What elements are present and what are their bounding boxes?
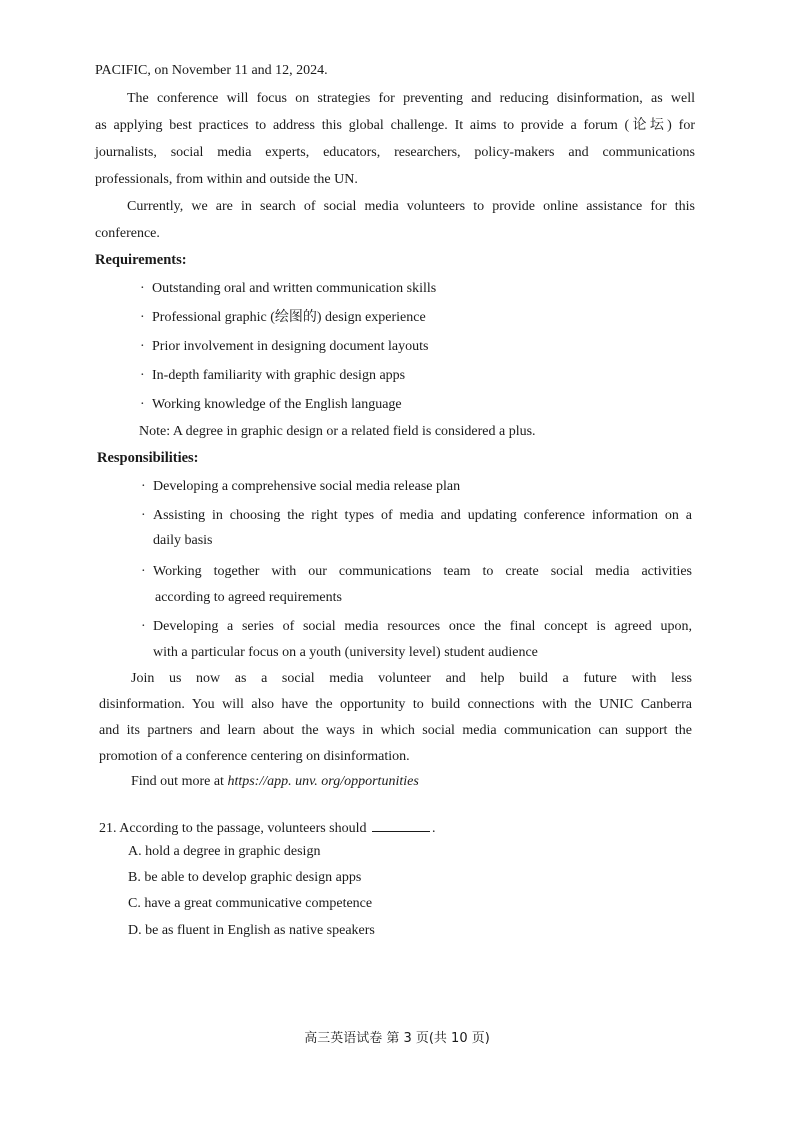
- page-footer: 高三英语试卷 第 3 页(共 10 页): [304, 1031, 490, 1046]
- responsibility-text: Developing a comprehensive social media release plan: [153, 479, 461, 494]
- requirement-text: Professional graphic (绘图的) design experience: [152, 310, 426, 325]
- requirement-item: · In-depth familiarity with graphic design apps: [140, 368, 406, 383]
- find-out-prefix: Find out more at: [131, 774, 224, 789]
- para1-line-1: The conference will focus on strategies for preventing and reducing disinformation, as well: [127, 91, 695, 106]
- opportunities-link[interactable]: https://app. unv. org/opportunities: [227, 774, 419, 789]
- para1-line-3: journalists, social media experts, educators, researchers, policy-makers and communications: [95, 145, 695, 160]
- responsibility-continuation: daily basis: [153, 533, 213, 548]
- responsibility-text: Developing a series of social media resources once the final concept is agreed upon,: [153, 619, 692, 634]
- find-out-line: [131, 775, 419, 789]
- option-a[interactable]: A. hold a degree in graphic design: [128, 844, 321, 859]
- option-b[interactable]: B. be able to develop graphic design apps: [128, 870, 362, 885]
- requirement-text: Working knowledge of the English language: [152, 397, 402, 412]
- para2-line-2: conference.: [95, 226, 160, 241]
- responsibility-continuation: with a particular focus on a youth (university level) student audience: [153, 645, 538, 660]
- answer-blank: [372, 819, 430, 832]
- responsibility-item: · Working together with our communications team to create social media activities: [141, 564, 692, 579]
- para3-line-2: disinformation. You will also have the opportunity to build connections with the UNIC Canberra: [99, 697, 692, 712]
- para2-line-1: Currently, we are in search of social media volunteers to provide online assistance for this: [127, 199, 695, 214]
- para3-line-3: and its partners and learn about the ways in which social media communication can support the: [99, 723, 692, 738]
- responsibility-continuation: according to agreed requirements: [155, 590, 342, 605]
- question-stem: [99, 819, 436, 836]
- note-line: Note: A degree in graphic design or a related field is considered a plus.: [139, 424, 536, 439]
- responsibility-item: · Developing a series of social media resources once the final concept is agreed upon,: [141, 619, 692, 634]
- responsibility-text: Assisting in choosing the right types of media and updating conference information on a: [153, 508, 692, 523]
- para3-line-4: promotion of a conference centering on disinformation.: [99, 749, 410, 764]
- para1-line-2: as applying best practices to address this global challenge. It aims to provide a forum (论坛) for: [95, 118, 695, 133]
- requirement-item: · Working knowledge of the English language: [140, 397, 402, 412]
- responsibility-item: · Assisting in choosing the right types of media and updating conference information on a: [141, 508, 692, 523]
- question-stem-end: .: [432, 821, 436, 836]
- para1-line-4: professionals, from within and outside the UN.: [95, 172, 358, 187]
- requirement-item: · Outstanding oral and written communication skills: [140, 281, 437, 296]
- para3-line-1: Join us now as a social media volunteer and help build a future with less: [131, 671, 692, 686]
- question-stem-text: According to the passage, volunteers should: [119, 821, 367, 836]
- requirement-text: Prior involvement in designing document layouts: [152, 339, 429, 354]
- requirement-item: · Prior involvement in designing document layouts: [140, 339, 429, 354]
- requirement-text: Outstanding oral and written communication skills: [152, 281, 437, 296]
- requirement-text: In-depth familiarity with graphic design apps: [152, 368, 406, 383]
- requirements-heading: Requirements:: [95, 252, 187, 268]
- responsibility-item: · Developing a comprehensive social media release plan: [141, 479, 461, 494]
- responsibilities-heading: Responsibilities:: [97, 450, 199, 466]
- intro-line: PACIFIC, on November 11 and 12, 2024.: [95, 63, 328, 78]
- option-d[interactable]: D. be as fluent in English as native speakers: [128, 923, 375, 938]
- question-number: 21.: [99, 821, 117, 836]
- requirement-item: · Professional graphic (绘图的) design experience: [140, 310, 426, 325]
- responsibility-text: Working together with our communications team to create social media activities: [153, 564, 692, 579]
- option-c[interactable]: C. have a great communicative competence: [128, 896, 373, 911]
